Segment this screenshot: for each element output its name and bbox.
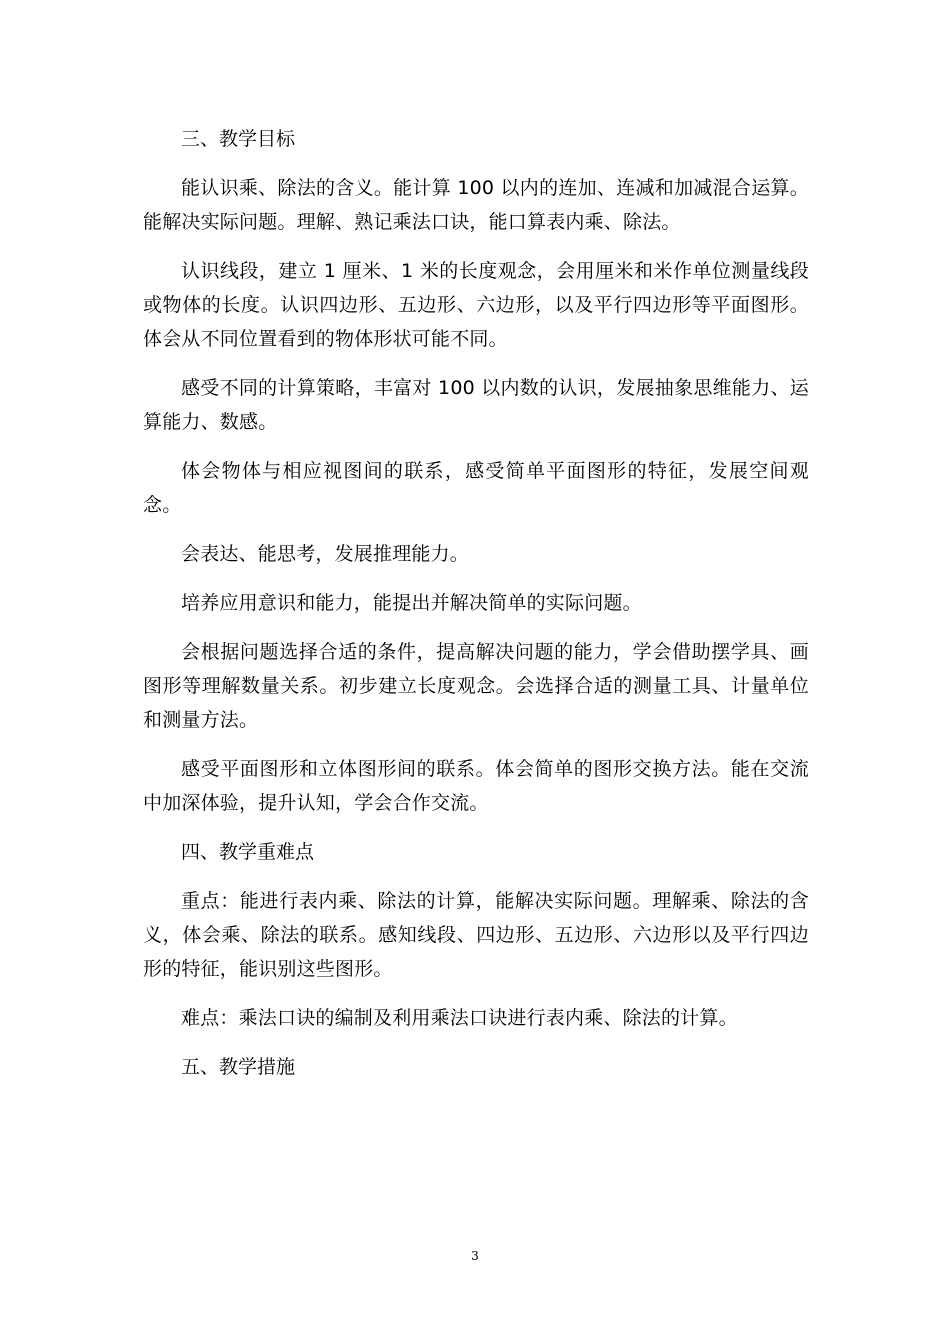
paragraph-key-points: 重点：能进行表内乘、除法的计算，能解决实际问题。理解乘、除法的含义，体会乘、除法的联系。感知线段、四边形、五边形、六边形以及平行四边形的特征，能识别这些图形。 xyxy=(143,890,809,980)
section-heading-teaching-goals: 三、教学目标 xyxy=(181,128,296,150)
paragraph-difficulties: 难点：乘法口诀的编制及利用乘法口诀进行表内乘、除法的计算。 xyxy=(181,1007,738,1029)
paragraph: 认识线段，建立 1 厘米、1 米的长度观念，会用厘米和米作单位测量线段或物体的长度。认识四边形、五边形、六边形，以及平行四边形等平面图形。体会从不同位置看到的物体形状可能不同。 xyxy=(143,260,809,350)
page-number: 3 xyxy=(471,1249,479,1263)
paragraph: 能认识乘、除法的含义。能计算 100 以内的连加、连减和加减混合运算。能解决实际问题。理解、熟记乘法口诀，能口算表内乘、除法。 xyxy=(143,177,809,233)
section-heading-teaching-measures: 五、教学措施 xyxy=(181,1056,296,1078)
paragraph: 会表达、能思考，发展推理能力。 xyxy=(181,543,470,565)
paragraph: 会根据问题选择合适的条件，提高解决问题的能力，学会借助摆学具、画图形等理解数量关系。初步建立长度观念。会选择合适的测量工具、计量单位和测量方法。 xyxy=(143,641,809,731)
paragraph: 体会物体与相应视图间的联系，感受简单平面图形的特征，发展空间观念。 xyxy=(143,460,809,516)
paragraph: 培养应用意识和能力，能提出并解决简单的实际问题。 xyxy=(181,592,642,614)
paragraph: 感受不同的计算策略，丰富对 100 以内数的认识，发展抽象思维能力、运算能力、数感。 xyxy=(143,377,809,433)
paragraph: 感受平面图形和立体图形间的联系。体会简单的图形交换方法。能在交流中加深体验，提升认知，学会合作交流。 xyxy=(143,758,809,814)
section-heading-key-points: 四、教学重难点 xyxy=(181,841,315,863)
page-content xyxy=(143,122,809,1099)
